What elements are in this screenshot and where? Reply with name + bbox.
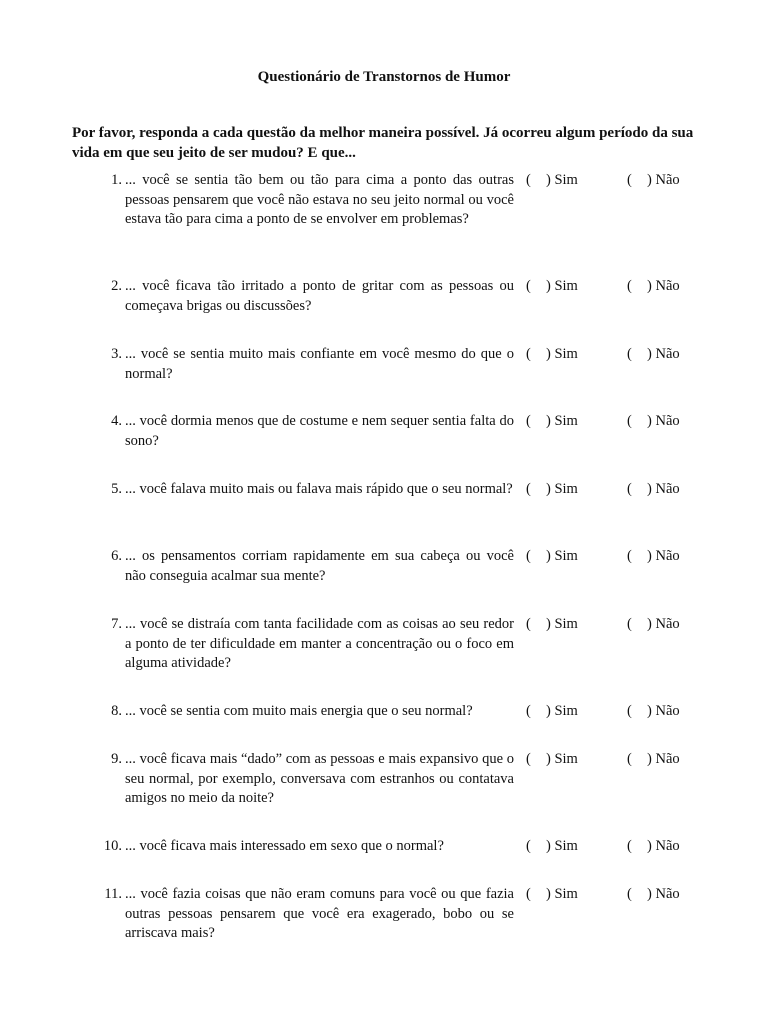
option-sim-label: Sim [554, 481, 578, 497]
question-text: ... você se distraía com tanta facilidade com as coisas ao seu redor a ponto de ter dificuldade em manter a concentração ou o foco em alguma atividade? [125, 616, 514, 671]
option-sim-checkbox[interactable]: ( ) Sim [526, 346, 578, 362]
option-nao-label: Não [655, 172, 680, 188]
option-sim-label: Sim [554, 278, 578, 294]
option-nao-checkbox[interactable]: ( ) Não [627, 886, 680, 902]
option-sim-checkbox[interactable]: ( ) Sim [526, 481, 578, 497]
question-item [96, 615, 696, 695]
option-nao-checkbox[interactable]: ( ) Não [627, 172, 680, 188]
option-sim-label: Sim [554, 751, 578, 767]
document-title: Questionário de Transtornos de Humor [257, 69, 511, 85]
question-text: ... você falava muito mais ou falava mais rápido que o seu normal? [125, 481, 513, 497]
question-number: 9. [111, 751, 122, 767]
question-text: ... você se sentia com muito mais energia que o seu normal? [125, 703, 473, 719]
option-nao-label: Não [655, 278, 680, 294]
question-text: ... você se sentia tão bem ou tão para cima a ponto das outras pessoas pensarem que você não estava no seu jeito normal ou você estava tão para cima a ponto de se envolver em problemas? [125, 172, 514, 227]
option-nao-checkbox[interactable]: ( ) Não [627, 346, 680, 362]
option-sim-checkbox[interactable]: ( ) Sim [526, 886, 578, 902]
option-sim-checkbox[interactable]: ( ) Sim [526, 838, 578, 854]
option-nao-checkbox[interactable]: ( ) Não [627, 616, 680, 632]
option-nao-label: Não [655, 616, 680, 632]
question-item [96, 171, 696, 251]
option-nao-checkbox[interactable]: ( ) Não [627, 751, 680, 767]
question-item [96, 885, 696, 965]
option-nao-checkbox[interactable]: ( ) Não [627, 481, 680, 497]
option-nao-checkbox[interactable]: ( ) Não [627, 548, 680, 564]
question-text: ... os pensamentos corriam rapidamente em sua cabeça ou você não conseguia acalmar sua mente? [125, 548, 514, 584]
option-nao-checkbox[interactable]: ( ) Não [627, 838, 680, 854]
option-sim-label: Sim [554, 413, 578, 429]
option-nao-label: Não [655, 413, 680, 429]
question-text: ... você fazia coisas que não eram comuns para você ou que fazia outras pessoas pensarem que você era exagerado, bobo ou se arriscava mais? [125, 886, 514, 941]
option-sim-label: Sim [554, 346, 578, 362]
question-text: ... você ficava mais interessado em sexo que o normal? [125, 838, 444, 854]
question-text: ... você ficava mais “dado” com as pessoas e mais expansivo que o seu normal, por exemplo, conversava com estranhos ou contatava amigos no meio da noite? [125, 751, 514, 806]
option-nao-label: Não [655, 481, 680, 497]
option-sim-checkbox[interactable]: ( ) Sim [526, 703, 578, 719]
option-nao-checkbox[interactable]: ( ) Não [627, 703, 680, 719]
option-sim-checkbox[interactable]: ( ) Sim [526, 172, 578, 188]
option-sim-label: Sim [554, 886, 578, 902]
option-sim-checkbox[interactable]: ( ) Sim [526, 413, 578, 429]
option-nao-label: Não [655, 346, 680, 362]
option-nao-checkbox[interactable]: ( ) Não [627, 413, 680, 429]
option-sim-label: Sim [554, 838, 578, 854]
option-sim-label: Sim [554, 616, 578, 632]
question-number: 1. [111, 172, 122, 188]
option-sim-label: Sim [554, 548, 578, 564]
question-text: ... você dormia menos que de costume e nem sequer sentia falta do sono? [125, 413, 514, 449]
question-number: 11. [104, 886, 122, 902]
question-number: 2. [111, 278, 122, 294]
question-number: 10. [103, 838, 122, 854]
question-number: 8. [111, 703, 122, 719]
option-nao-label: Não [655, 751, 680, 767]
question-number: 6. [111, 548, 122, 564]
question-number: 4. [111, 413, 122, 429]
option-sim-checkbox[interactable]: ( ) Sim [526, 548, 578, 564]
option-nao-label: Não [655, 703, 680, 719]
option-sim-checkbox[interactable]: ( ) Sim [526, 616, 578, 632]
option-nao-label: Não [655, 886, 680, 902]
option-nao-label: Não [655, 548, 680, 564]
option-sim-checkbox[interactable]: ( ) Sim [526, 751, 578, 767]
option-nao-label: Não [655, 838, 680, 854]
option-sim-label: Sim [554, 172, 578, 188]
option-sim-label: Sim [554, 703, 578, 719]
option-sim-checkbox[interactable]: ( ) Sim [526, 278, 578, 294]
question-text: ... você se sentia muito mais confiante em você mesmo do que o normal? [125, 346, 514, 382]
instructions-text: Por favor, responda a cada questão da melhor maneira possível. Já ocorreu algum período da sua vida em que seu jeito de ser mudou? E que... [72, 125, 694, 161]
question-number: 7. [111, 616, 122, 632]
option-nao-checkbox[interactable]: ( ) Não [627, 278, 680, 294]
question-number: 3. [111, 346, 122, 362]
question-text: ... você ficava tão irritado a ponto de gritar com as pessoas ou começava brigas ou discussões? [125, 278, 514, 314]
question-item [96, 750, 696, 830]
question-number: 5. [111, 481, 122, 497]
